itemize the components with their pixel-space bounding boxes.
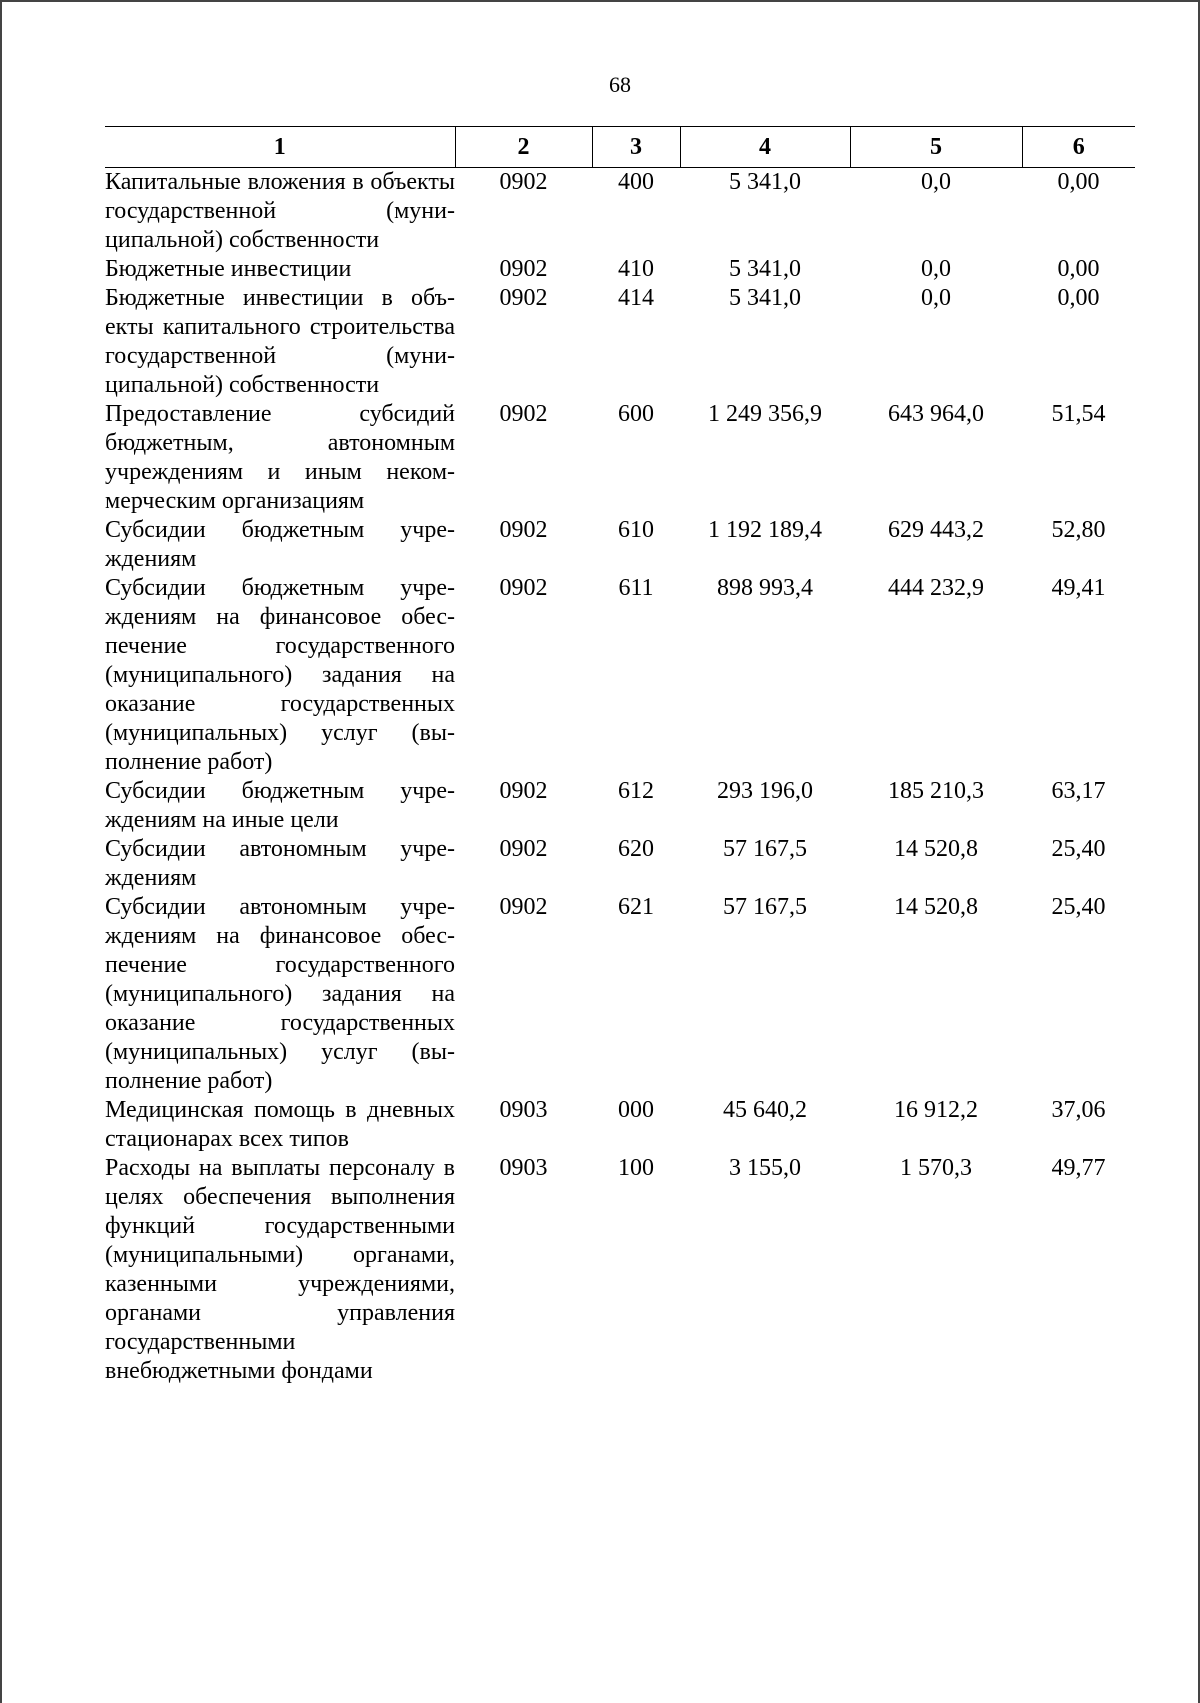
approved-amount: 57 167,5 — [723, 894, 807, 920]
expense-type-code: 621 — [618, 894, 654, 920]
executed-amount: 444 232,9 — [888, 575, 984, 601]
expense-type-code: 610 — [618, 517, 654, 543]
row-description: Капитальные вложения в объекты государственной (муниципальной) собственности — [105, 169, 455, 253]
approved-amount: 293 196,0 — [717, 778, 813, 804]
approved-amount: 1 249 356,9 — [708, 401, 822, 427]
execution-percent: 49,77 — [1051, 1155, 1106, 1181]
approved-amount: 5 341,0 — [729, 285, 801, 311]
column-header-4: 4 — [680, 127, 850, 168]
column-header-2: 2 — [455, 127, 592, 168]
table-row — [105, 255, 1135, 284]
row-description: Субсидии бюджетным учреждениям на иные цели — [105, 778, 455, 833]
executed-amount: 643 964,0 — [888, 401, 984, 427]
budget-table — [105, 126, 1135, 1386]
approved-amount: 898 993,4 — [717, 575, 813, 601]
section-code: 0902 — [499, 517, 548, 543]
section-code: 0903 — [499, 1097, 548, 1123]
approved-amount: 1 192 189,4 — [708, 517, 822, 543]
table-row — [105, 516, 1135, 574]
column-header-1: 1 — [105, 127, 455, 168]
column-header-5: 5 — [850, 127, 1022, 168]
expense-type-code: 400 — [618, 169, 654, 195]
expense-type-code: 000 — [618, 1097, 654, 1123]
row-description: Медицинская помощь в дневных стационарах всех типов — [105, 1097, 455, 1152]
execution-percent: 25,40 — [1051, 894, 1106, 920]
row-description: Расходы на выплаты персоналу в целях обеспечения выполнения функций государственными (муниципальными) органами, казенными учреждениями, органами управления государственными внебюджетными фондами — [105, 1155, 455, 1384]
execution-percent: 0,00 — [1057, 169, 1100, 195]
execution-percent: 0,00 — [1057, 285, 1100, 311]
approved-amount: 3 155,0 — [729, 1155, 801, 1181]
section-code: 0902 — [499, 285, 548, 311]
expense-type-code: 612 — [618, 778, 654, 804]
expense-type-code: 414 — [618, 285, 654, 311]
approved-amount: 57 167,5 — [723, 836, 807, 862]
expense-type-code: 611 — [618, 575, 654, 601]
row-description: Бюджетные инвестиции — [105, 256, 352, 282]
table-row — [105, 1154, 1135, 1386]
table-row — [105, 574, 1135, 777]
execution-percent: 49,41 — [1051, 575, 1106, 601]
executed-amount: 185 210,3 — [888, 778, 984, 804]
section-code: 0902 — [499, 401, 548, 427]
execution-percent: 0,00 — [1057, 256, 1100, 282]
expense-type-code: 620 — [618, 836, 654, 862]
scan-edge-top — [0, 0, 1200, 2]
page-number: 68 — [609, 72, 631, 97]
execution-percent: 37,06 — [1051, 1097, 1106, 1123]
table-row — [105, 168, 1135, 256]
approved-amount: 5 341,0 — [729, 169, 801, 195]
scan-edge-left — [0, 0, 2, 1703]
executed-amount: 16 912,2 — [894, 1097, 978, 1123]
row-description: Субсидии автономным учреждениям — [105, 836, 455, 891]
approved-amount: 45 640,2 — [723, 1097, 807, 1123]
row-description: Предоставление субсидий бюджетным, автономным учреждениям и иным некоммерческим организациям — [105, 401, 455, 514]
executed-amount: 629 443,2 — [888, 517, 984, 543]
executed-amount: 0,0 — [921, 169, 951, 195]
executed-amount: 1 570,3 — [900, 1155, 972, 1181]
expense-type-code: 600 — [618, 401, 654, 427]
section-code: 0902 — [499, 169, 548, 195]
row-description: Субсидии бюджетным учреждениям на финансовое обеспечение государственного (муниципального) задания на оказание государственных (муниципальных) услуг (выполнение работ) — [105, 575, 455, 775]
column-header-3: 3 — [592, 127, 680, 168]
executed-amount: 0,0 — [921, 256, 951, 282]
section-code: 0902 — [499, 836, 548, 862]
table-row — [105, 400, 1135, 516]
section-code: 0902 — [499, 778, 548, 804]
expense-type-code: 100 — [618, 1155, 654, 1181]
section-code: 0902 — [499, 575, 548, 601]
executed-amount: 0,0 — [921, 285, 951, 311]
table-row — [105, 777, 1135, 835]
section-code: 0903 — [499, 1155, 548, 1181]
table-row — [105, 284, 1135, 400]
executed-amount: 14 520,8 — [894, 894, 978, 920]
header-row — [105, 127, 1135, 168]
expense-type-code: 410 — [618, 256, 654, 282]
executed-amount: 14 520,8 — [894, 836, 978, 862]
row-description: Бюджетные инвестиции в объекты капитального строительства государственной (муниципальной) собственности — [105, 285, 455, 398]
row-description: Субсидии бюджетным учреждениям — [105, 517, 455, 572]
execution-percent: 25,40 — [1051, 836, 1106, 862]
column-header-6: 6 — [1022, 127, 1135, 168]
table-row — [105, 835, 1135, 893]
table-body — [105, 168, 1135, 1387]
execution-percent: 52,80 — [1051, 517, 1106, 543]
table-row — [105, 1096, 1135, 1154]
execution-percent: 51,54 — [1051, 401, 1106, 427]
section-code: 0902 — [499, 256, 548, 282]
section-code: 0902 — [499, 894, 548, 920]
execution-percent: 63,17 — [1051, 778, 1106, 804]
approved-amount: 5 341,0 — [729, 256, 801, 282]
row-description: Субсидии автономным учреждениям на финансовое обеспечение государственного (муниципального) задания на оказание государственных (муниципальных) услуг (выполнение работ) — [105, 894, 455, 1094]
table-row — [105, 893, 1135, 1096]
